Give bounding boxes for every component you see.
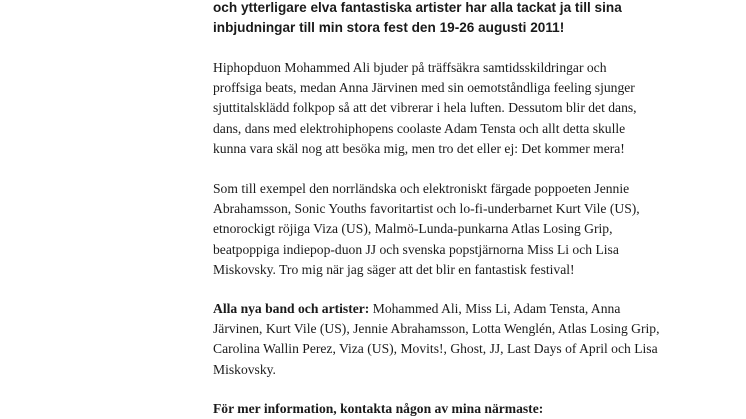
- artist-list-paragraph: [213, 299, 733, 380]
- text-line: sjuttitalsklädd folkpop så att det vibrerar i hela luften. Dessutom blir det dans,: [213, 100, 637, 116]
- contact-heading: [213, 399, 733, 419]
- text-line: beatpoppiga indiepop-duon JJ och svenska popstjärnorna Miss Li och Lisa: [213, 241, 619, 257]
- lead-paragraph: [213, 0, 713, 38]
- lead-line: inbjudningar till min stora fest den 19-26 augusti 2011!: [213, 20, 565, 35]
- lead-line: och ytterligare elva fantastiska artister har alla tackat ja till sina: [213, 0, 622, 15]
- text-line: etnorockigt röjiga Viza (US), Malmö-Lunda-punkarna Atlas Losing Grip,: [213, 221, 613, 237]
- text-line: Miskovsky. Tro mig när jag säger att det blir en fantastisk festival!: [213, 261, 575, 277]
- contact-label: För mer information, kontakta någon av mina närmaste:: [213, 401, 544, 416]
- text-line: Järvinen, Kurt Vile (US), Jennie Abrahamsson, Lotta Wenglén, Atlas Losing Grip,: [213, 321, 660, 337]
- artists-intro-paragraph: [213, 58, 733, 159]
- artist-list-label: Alla nya band och artister:: [213, 301, 370, 316]
- text-line: Miskovsky.: [213, 361, 276, 377]
- more-artists-paragraph: [213, 179, 733, 280]
- text-line: proffsiga beats, medan Anna Järvinen med sin oemotståndliga feeling sjunger: [213, 80, 635, 96]
- text-line: kunna vara skäl nog att besöka mig, men tro det eller ej: Det kommer mera!: [213, 140, 625, 156]
- text-line: Carolina Wallin Perez, Viza (US), Movits!, Ghost, JJ, Last Days of April och Lisa: [213, 341, 658, 357]
- text-line: Hiphopduon Mohammed Ali bjuder på träffsäkra samtidsskildringar och: [213, 60, 607, 75]
- text-line: Abrahamsson, Sonic Youths favoritartist och lo-fi-underbarnet Kurt Vile (US),: [213, 201, 640, 217]
- text-line: Mohammed Ali, Miss Li, Adam Tensta, Anna: [369, 301, 621, 316]
- text-line: dans, dans med elektrohiphopens coolaste Adam Tensta och allt detta skulle: [213, 120, 626, 136]
- text-line: Som till exempel den norrländska och elektroniskt färgade poppoeten Jennie: [213, 181, 630, 196]
